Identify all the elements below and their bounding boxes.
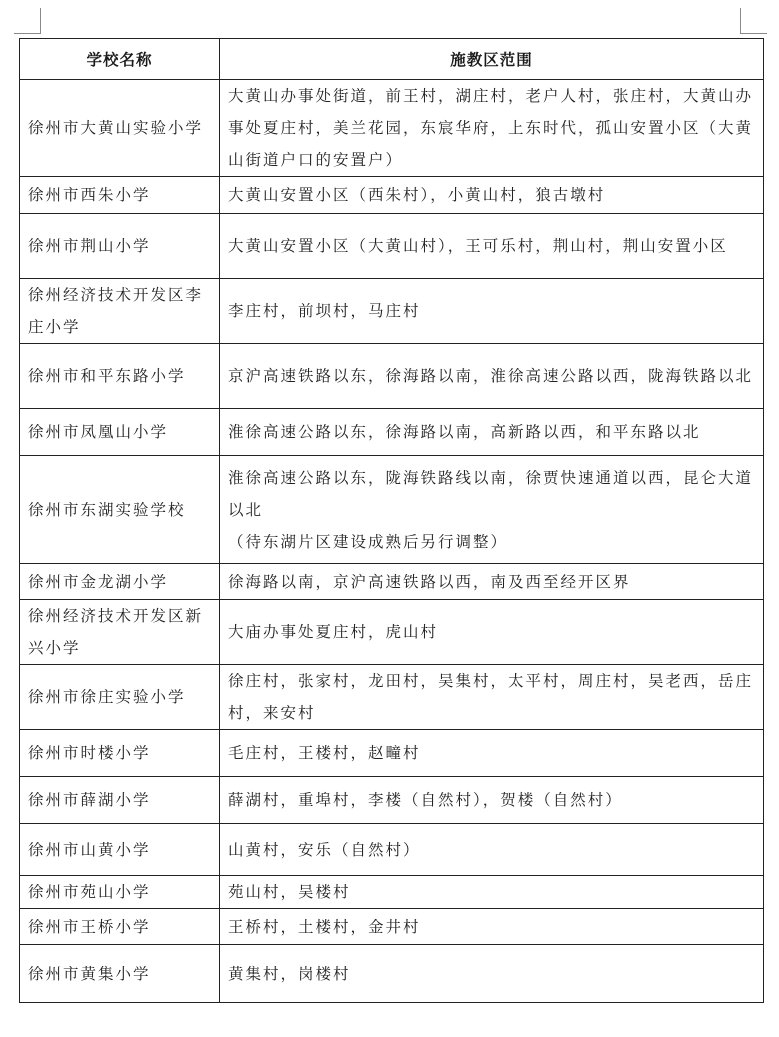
district-range-text: 黄集村，岗楼村 [228, 964, 351, 983]
header-district-range: 施教区范围 [220, 39, 764, 80]
district-range-text: （待东湖片区建设成熟后另行调整） [228, 532, 509, 551]
school-name-cell: 徐州市荆山小学 [20, 214, 220, 279]
table-row [20, 409, 764, 456]
table-header-row [20, 39, 764, 80]
district-range-text: 徐海路以南，京沪高速铁路以西，南及西至经开区界 [228, 572, 631, 591]
district-range-text: 大黄山办事处街道，前王村，湖庄村，老户人村，张庄村，大黄山办事处夏庄村，美兰花园，东宸华府，上东时代，孤山安置小区（大黄山街道户口的安置户） [228, 87, 754, 169]
school-name-cell: 徐州经济技术开发区李庄小学 [20, 279, 220, 344]
school-name-cell: 徐州市金龙湖小学 [20, 564, 220, 600]
district-range-cell [220, 409, 764, 456]
district-range-cell [220, 279, 764, 344]
district-range-cell [220, 777, 764, 824]
district-range-text: 苑山村，吴楼村 [228, 883, 351, 901]
district-range-cell [220, 80, 764, 177]
school-district-table [19, 38, 764, 1003]
table-row [20, 909, 764, 945]
school-name-cell: 徐州市东湖实验学校 [20, 456, 220, 564]
district-range-cell [220, 600, 764, 665]
district-range-cell [220, 730, 764, 777]
table-row [20, 730, 764, 777]
district-range-text: 大黄山安置小区（西朱村），小黄山村，狼古墩村 [228, 186, 606, 204]
table-row [20, 279, 764, 344]
crop-mark-right-vertical [740, 8, 741, 34]
table-row [20, 344, 764, 409]
school-name-cell: 徐州市时楼小学 [20, 730, 220, 777]
district-range-cell [220, 876, 764, 909]
school-name-cell: 徐州市山黄小学 [20, 824, 220, 876]
district-range-text: 薛湖村，重埠村，李楼（自然村），贺楼（自然村） [228, 791, 623, 809]
district-range-cell [220, 945, 764, 1003]
table-body [20, 80, 764, 1003]
school-name-cell: 徐州市黄集小学 [20, 945, 220, 1003]
header-school-name: 学校名称 [20, 39, 220, 80]
school-name-cell: 徐州市苑山小学 [20, 876, 220, 909]
district-range-text: 徐庄村，张家村，龙田村，吴集村，太平村，周庄村，吴老西，岳庄村，来安村 [228, 672, 754, 722]
crop-mark-left-horizontal [14, 33, 41, 34]
crop-mark-right-horizontal [740, 33, 767, 34]
district-range-cell [220, 564, 764, 600]
district-range-cell [220, 344, 764, 409]
school-name-cell: 徐州市和平东路小学 [20, 344, 220, 409]
district-range-cell [220, 177, 764, 214]
crop-mark-left-vertical [40, 8, 41, 34]
school-name-cell: 徐州市大黄山实验小学 [20, 80, 220, 177]
district-range-text: 淮徐高速公路以东，徐海路以南，高新路以西，和平东路以北 [228, 423, 701, 441]
school-name-cell: 徐州市王桥小学 [20, 909, 220, 945]
school-name-cell: 徐州经济技术开发区新兴小学 [20, 600, 220, 665]
district-range-text: 李庄村，前坝村，马庄村 [228, 302, 421, 320]
district-range-text: 大黄山安置小区（大黄山村），王可乐村，荆山村，荆山安置小区 [228, 237, 728, 255]
district-range-text: 山黄村，安乐（自然村） [228, 840, 421, 859]
table-row [20, 777, 764, 824]
table-row [20, 600, 764, 665]
table-row [20, 80, 764, 177]
district-range-cell [220, 909, 764, 945]
school-name-cell: 徐州市薛湖小学 [20, 777, 220, 824]
table-row [20, 456, 764, 564]
table-row [20, 665, 764, 730]
table-row [20, 564, 764, 600]
table-row [20, 177, 764, 214]
school-name-cell: 徐州市徐庄实验小学 [20, 665, 220, 730]
district-range-cell [220, 456, 764, 564]
district-range-text: 京沪高速铁路以东，徐海路以南，淮徐高速公路以西，陇海铁路以北 [228, 367, 754, 385]
school-name-cell: 徐州市凤凰山小学 [20, 409, 220, 456]
table-row [20, 824, 764, 876]
district-range-text: 大庙办事处夏庄村，虎山村 [228, 623, 439, 641]
table-row [20, 214, 764, 279]
district-range-text: 毛庄村，王楼村，赵疃村 [228, 744, 421, 762]
district-range-cell [220, 214, 764, 279]
district-range-cell [220, 665, 764, 730]
school-name-cell: 徐州市西朱小学 [20, 177, 220, 214]
district-range-text: 淮徐高速公路以东，陇海铁路线以南，徐贾快速通道以西，昆仑大道以北 [228, 468, 754, 519]
district-range-cell [220, 824, 764, 876]
district-range-text: 王桥村，土楼村，金井村 [228, 917, 421, 936]
table-row [20, 945, 764, 1003]
table-row [20, 876, 764, 909]
